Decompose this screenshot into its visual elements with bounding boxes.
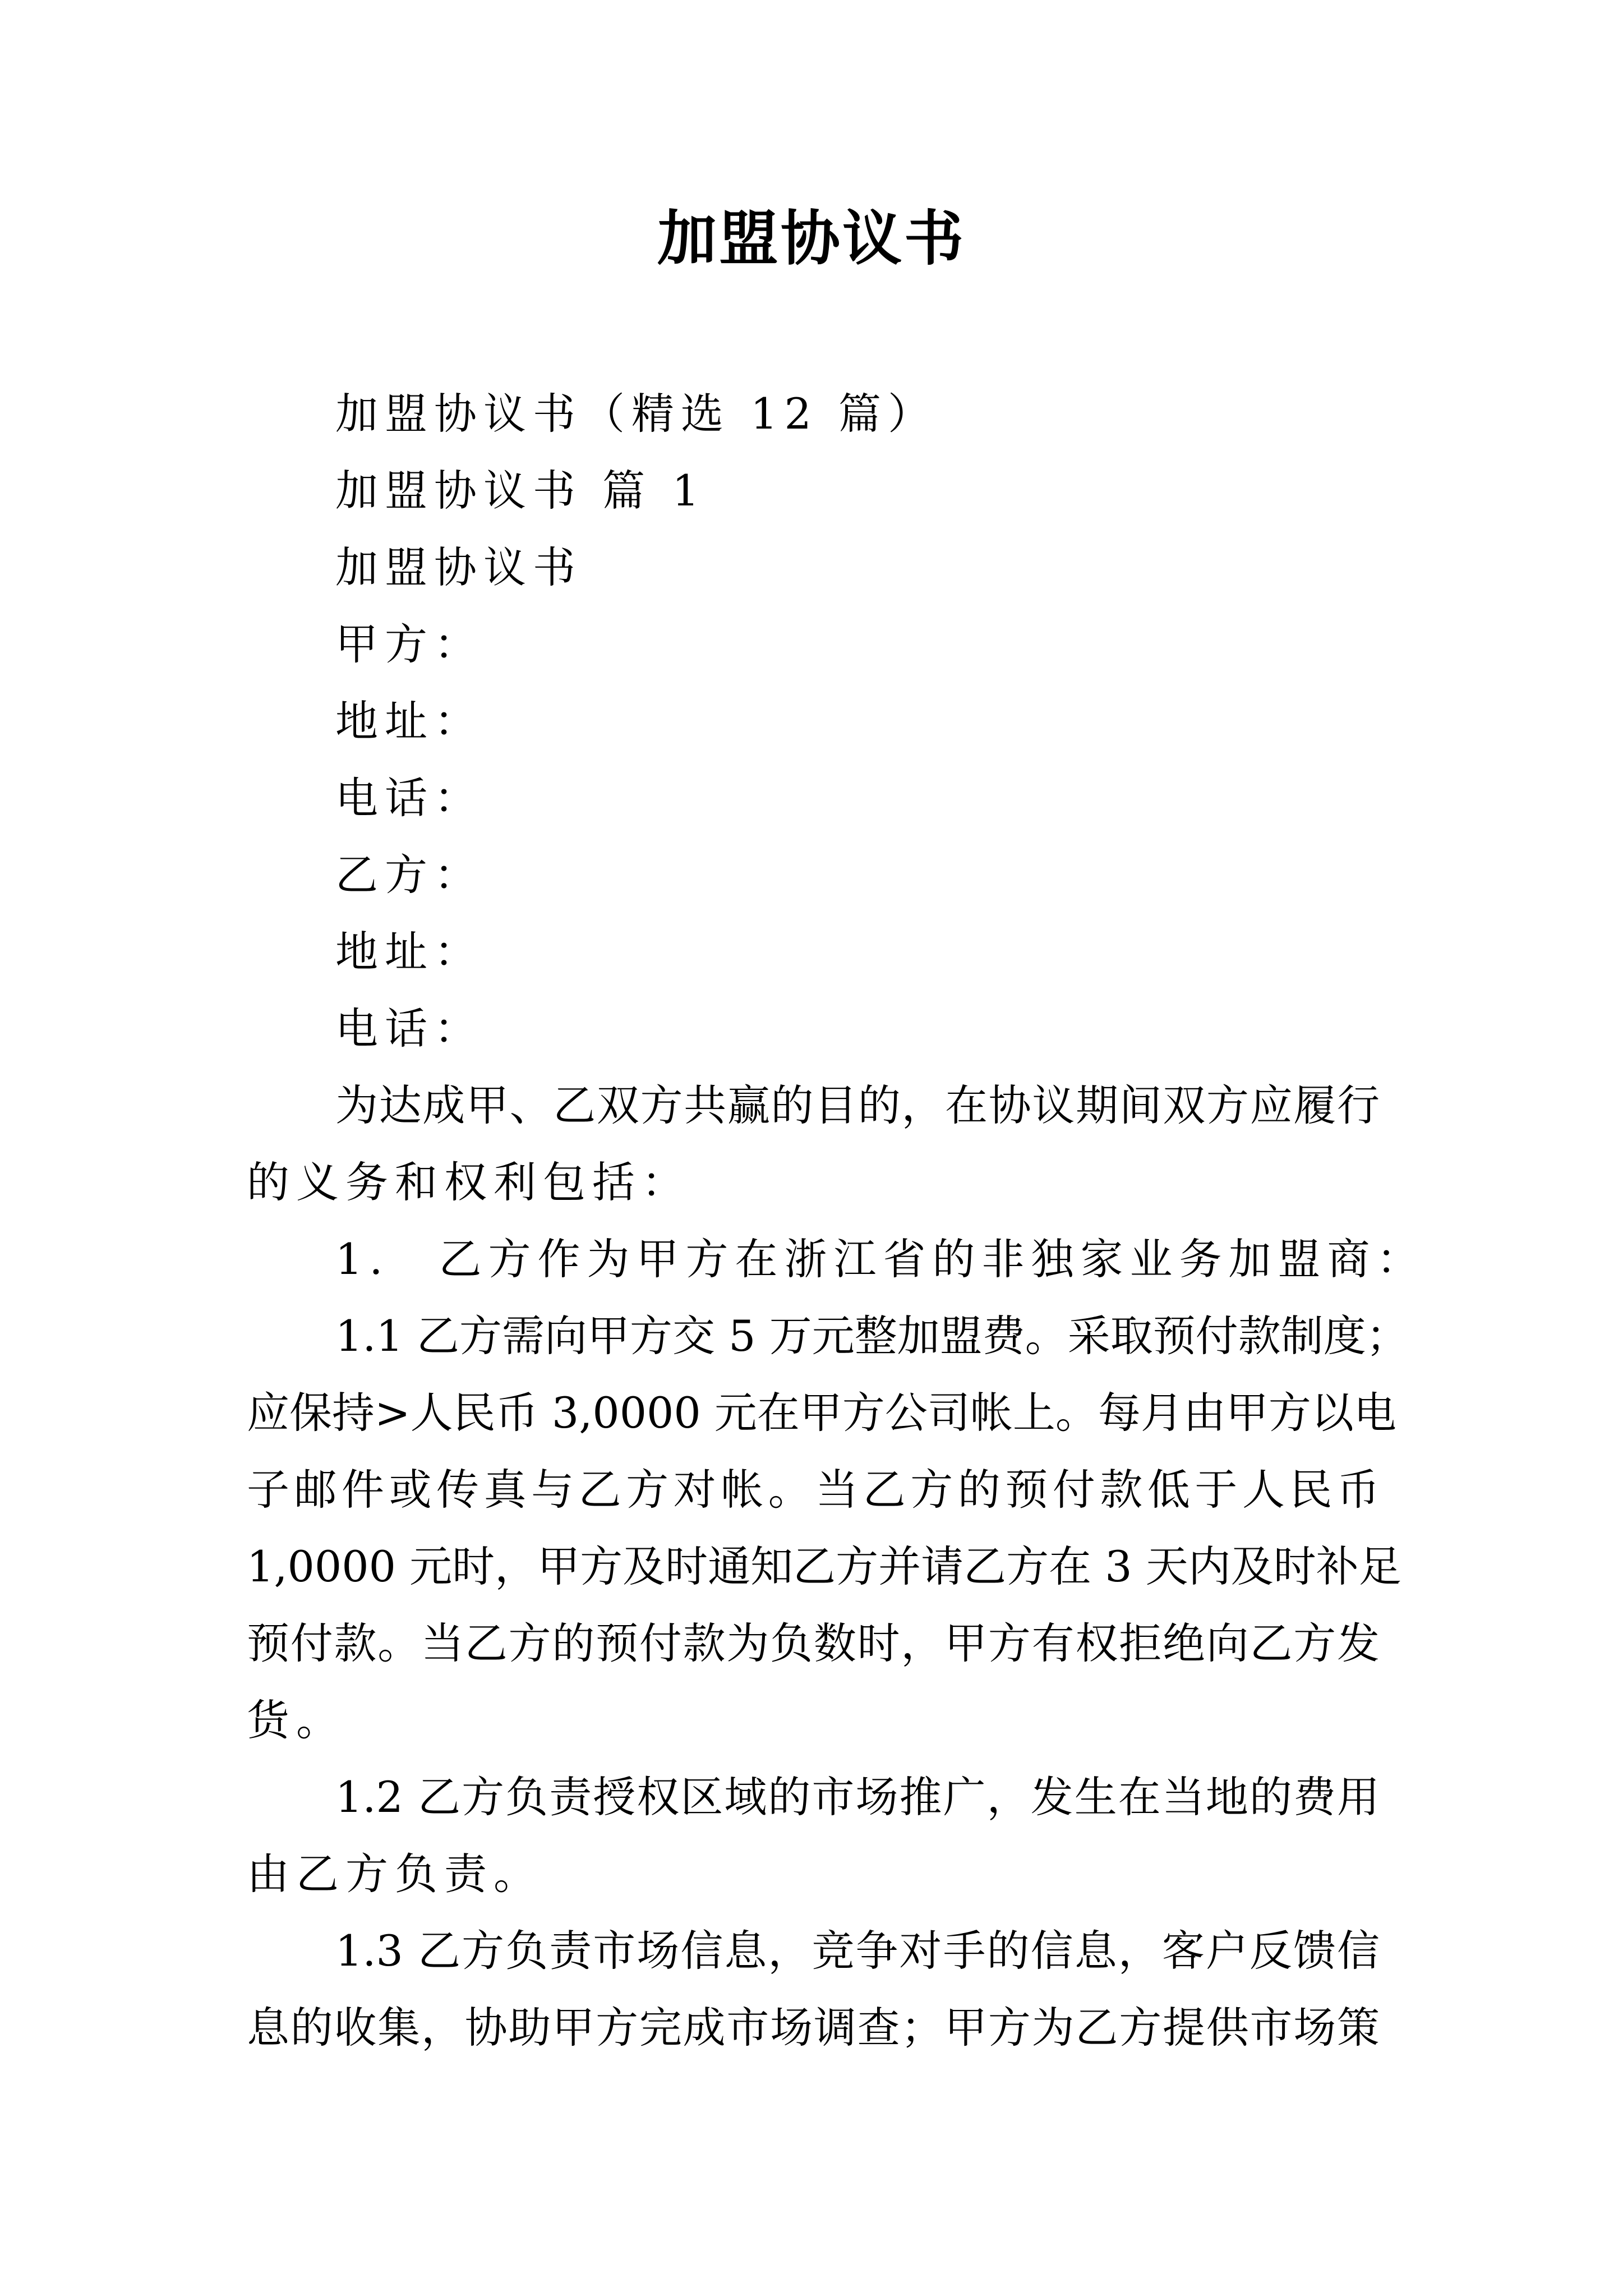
party-b-label: 乙方： (335, 850, 483, 900)
subtitle-line: 加盟协议书（精选 12 篇） (335, 389, 938, 439)
section-heading: 加盟协议书 篇 1 (335, 466, 706, 516)
body-line: 息的收集，协助甲方完成市场调查；甲方为乙方提供市场策 (247, 2003, 1380, 2053)
body-line: 应保持>人民币 3,0000 元在甲方公司帐上。每月由甲方以电 (247, 1388, 1396, 1438)
body-line: 1.1 乙方需向甲方交 5 万元整加盟费。采取预付款制度； (335, 1311, 1409, 1361)
body-line: 子邮件或传真与乙方对帐。当乙方的预付款低于人民币 (247, 1465, 1380, 1515)
party-b-phone-label: 电话： (335, 1004, 483, 1053)
clause-heading: 1. 乙方作为甲方在浙江省的非独家业务加盟商： (335, 1234, 1426, 1284)
body-line: 由乙方负责。 (247, 1849, 543, 1899)
body-line: 1.2 乙方负责授权区域的市场推广，发生在当地的费用 (335, 1772, 1380, 1822)
document-title: 加盟协议书 (657, 203, 966, 273)
body-line: 预付款。当乙方的预付款为负数时，甲方有权拒绝向乙方发 (247, 1618, 1380, 1668)
party-a-address-label: 地址： (335, 696, 483, 746)
body-line: 的义务和权利包括： (247, 1157, 691, 1207)
body-line: 1.3 乙方负责市场信息，竞争对手的信息，客户反馈信 (335, 1926, 1380, 1976)
body-line: 1,0000 元时，甲方及时通知乙方并请乙方在 3 天内及时补足 (247, 1542, 1401, 1591)
party-a-label: 甲方： (335, 619, 483, 669)
party-a-phone-label: 电话： (335, 773, 483, 823)
party-b-address-label: 地址： (335, 927, 483, 977)
body-line: 为达成甲、乙双方共赢的目的，在协议期间双方应履行 (335, 1080, 1380, 1130)
body-line: 货。 (247, 1695, 345, 1745)
agreement-heading: 加盟协议书 (335, 542, 582, 592)
